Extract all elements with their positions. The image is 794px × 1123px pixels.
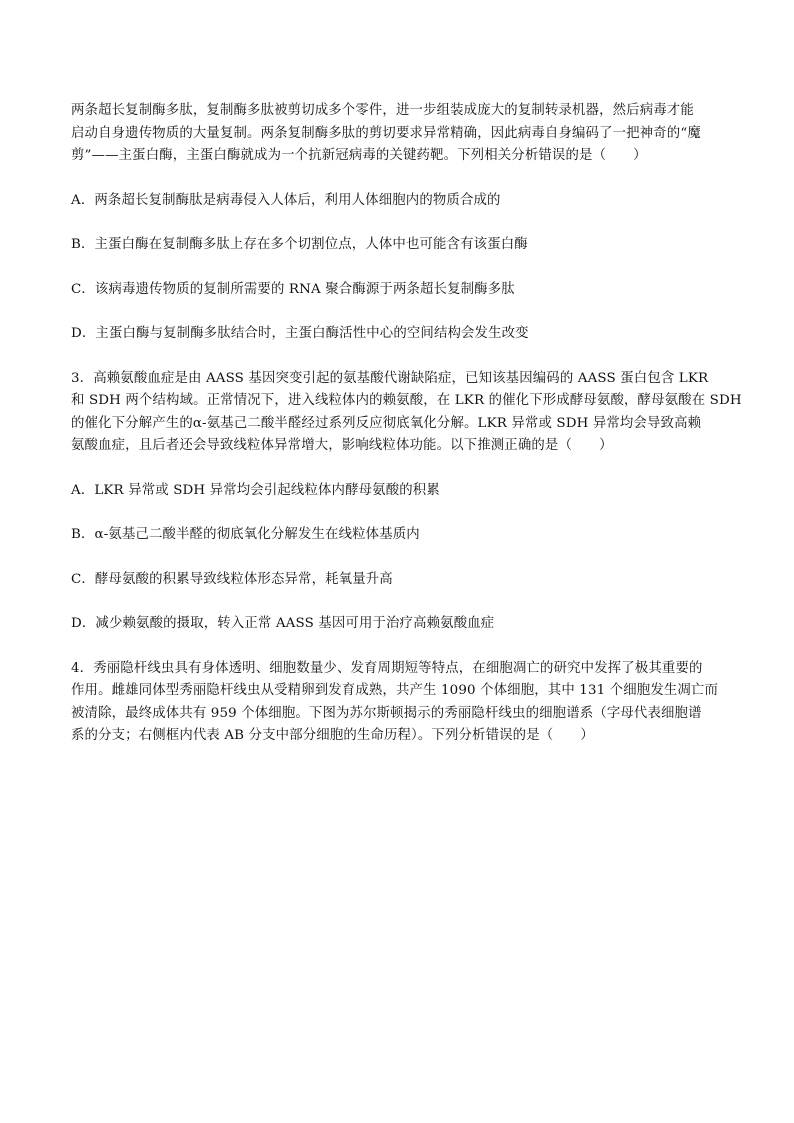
question-3-stem-line-1: 3．高赖氨酸血症是由 AASS 基因突变引起的氨基酸代谢缺陷症，已知该基因编码的 AASS 蛋白包含 LKR xyxy=(71,370,709,386)
question-2-option-b: B．主蛋白酶在复制酶多肽上存在多个切割位点，人体中也可能含有该蛋白酶 xyxy=(71,237,528,252)
question-2-stem xyxy=(71,100,723,168)
question-4-stem-line-4: 系的分支；右侧框内代表 AB 分支中部分细胞的生命历程）。下列分析错误的是（ ） xyxy=(71,728,594,743)
question-3-option-c: C．酵母氨酸的积累导致线粒体形态异常，耗氧量升高 xyxy=(71,571,393,587)
question-3-option-b: B．α-氨基己二酸半醛的彻底氧化分解发生在线粒体基质内 xyxy=(71,527,420,542)
question-3-stem-line-3: 的催化下分解产生的α-氨基己二酸半醛经过系列反应彻底氧化分解。LKR 异常或 SDH 异常均会导致高赖 xyxy=(71,415,702,431)
question-2-stem-line-3: 剪”——主蛋白酶，主蛋白酶就成为一个抗新冠病毒的关键药靶。下列相关分析错误的是（ ） xyxy=(71,148,647,163)
question-3-stem-line-4: 氨酸血症，且后者还会导致线粒体异常增大，影响线粒体功能。以下推测正确的是（ ） xyxy=(71,438,613,453)
question-3-stem xyxy=(71,368,742,458)
question-2-stem-line-1: 两条超长复制酶多肽，复制酶多肽被剪切成多个零件，进一步组装成庞大的复制转录机器，然后病毒才能 xyxy=(71,103,694,118)
question-4-stem-line-1: 4．秀丽隐杆线虫具有身体透明、细胞数量少、发育周期短等特点，在细胞凋亡的研究中发挥了极其重要的 xyxy=(71,660,703,676)
question-2-option-d: D．主蛋白酶与复制酶多肽结合时，主蛋白酶活性中心的空间结构会发生改变 xyxy=(71,326,529,341)
question-3-option-a: A．LKR 异常或 SDH 异常均会引起线粒体内酵母氨酸的积累 xyxy=(71,482,440,498)
question-4-stem-line-2: 作用。雌雄同体型秀丽隐杆线虫从受精卵到发育成熟，共产生 1090 个体细胞，其中 131 个细胞发生凋亡而 xyxy=(71,683,719,698)
question-2-option-a: A．两条超长复制酶肽是病毒侵入人体后，利用人体细胞内的物质合成的 xyxy=(71,192,501,208)
question-3-option-d: D．减少赖氨酸的摄取，转入正常 AASS 基因可用于治疗高赖氨酸血症 xyxy=(71,616,495,631)
question-4-stem-line-3: 被清除，最终成体共有 959 个体细胞。下图为苏尔斯顿揭示的秀丽隐杆线虫的细胞谱系（字母代表细胞谱 xyxy=(71,705,702,721)
question-3-stem-line-2: 和 SDH 两个结构域。正常情况下，进入线粒体内的赖氨酸，在 LKR 的催化下形成酵母氨酸，酵母氨酸在 SDH xyxy=(71,393,742,408)
question-2-stem-line-2: 启动自身遗传物质的大量复制。两条复制酶多肽的剪切要求异常精确，因此病毒自身编码了一把神奇的“魔 xyxy=(71,125,701,141)
question-4-stem xyxy=(71,658,723,748)
question-2-option-c: C．该病毒遗传物质的复制所需要的 RNA 聚合酶源于两条超长复制酶多肽 xyxy=(71,281,515,297)
